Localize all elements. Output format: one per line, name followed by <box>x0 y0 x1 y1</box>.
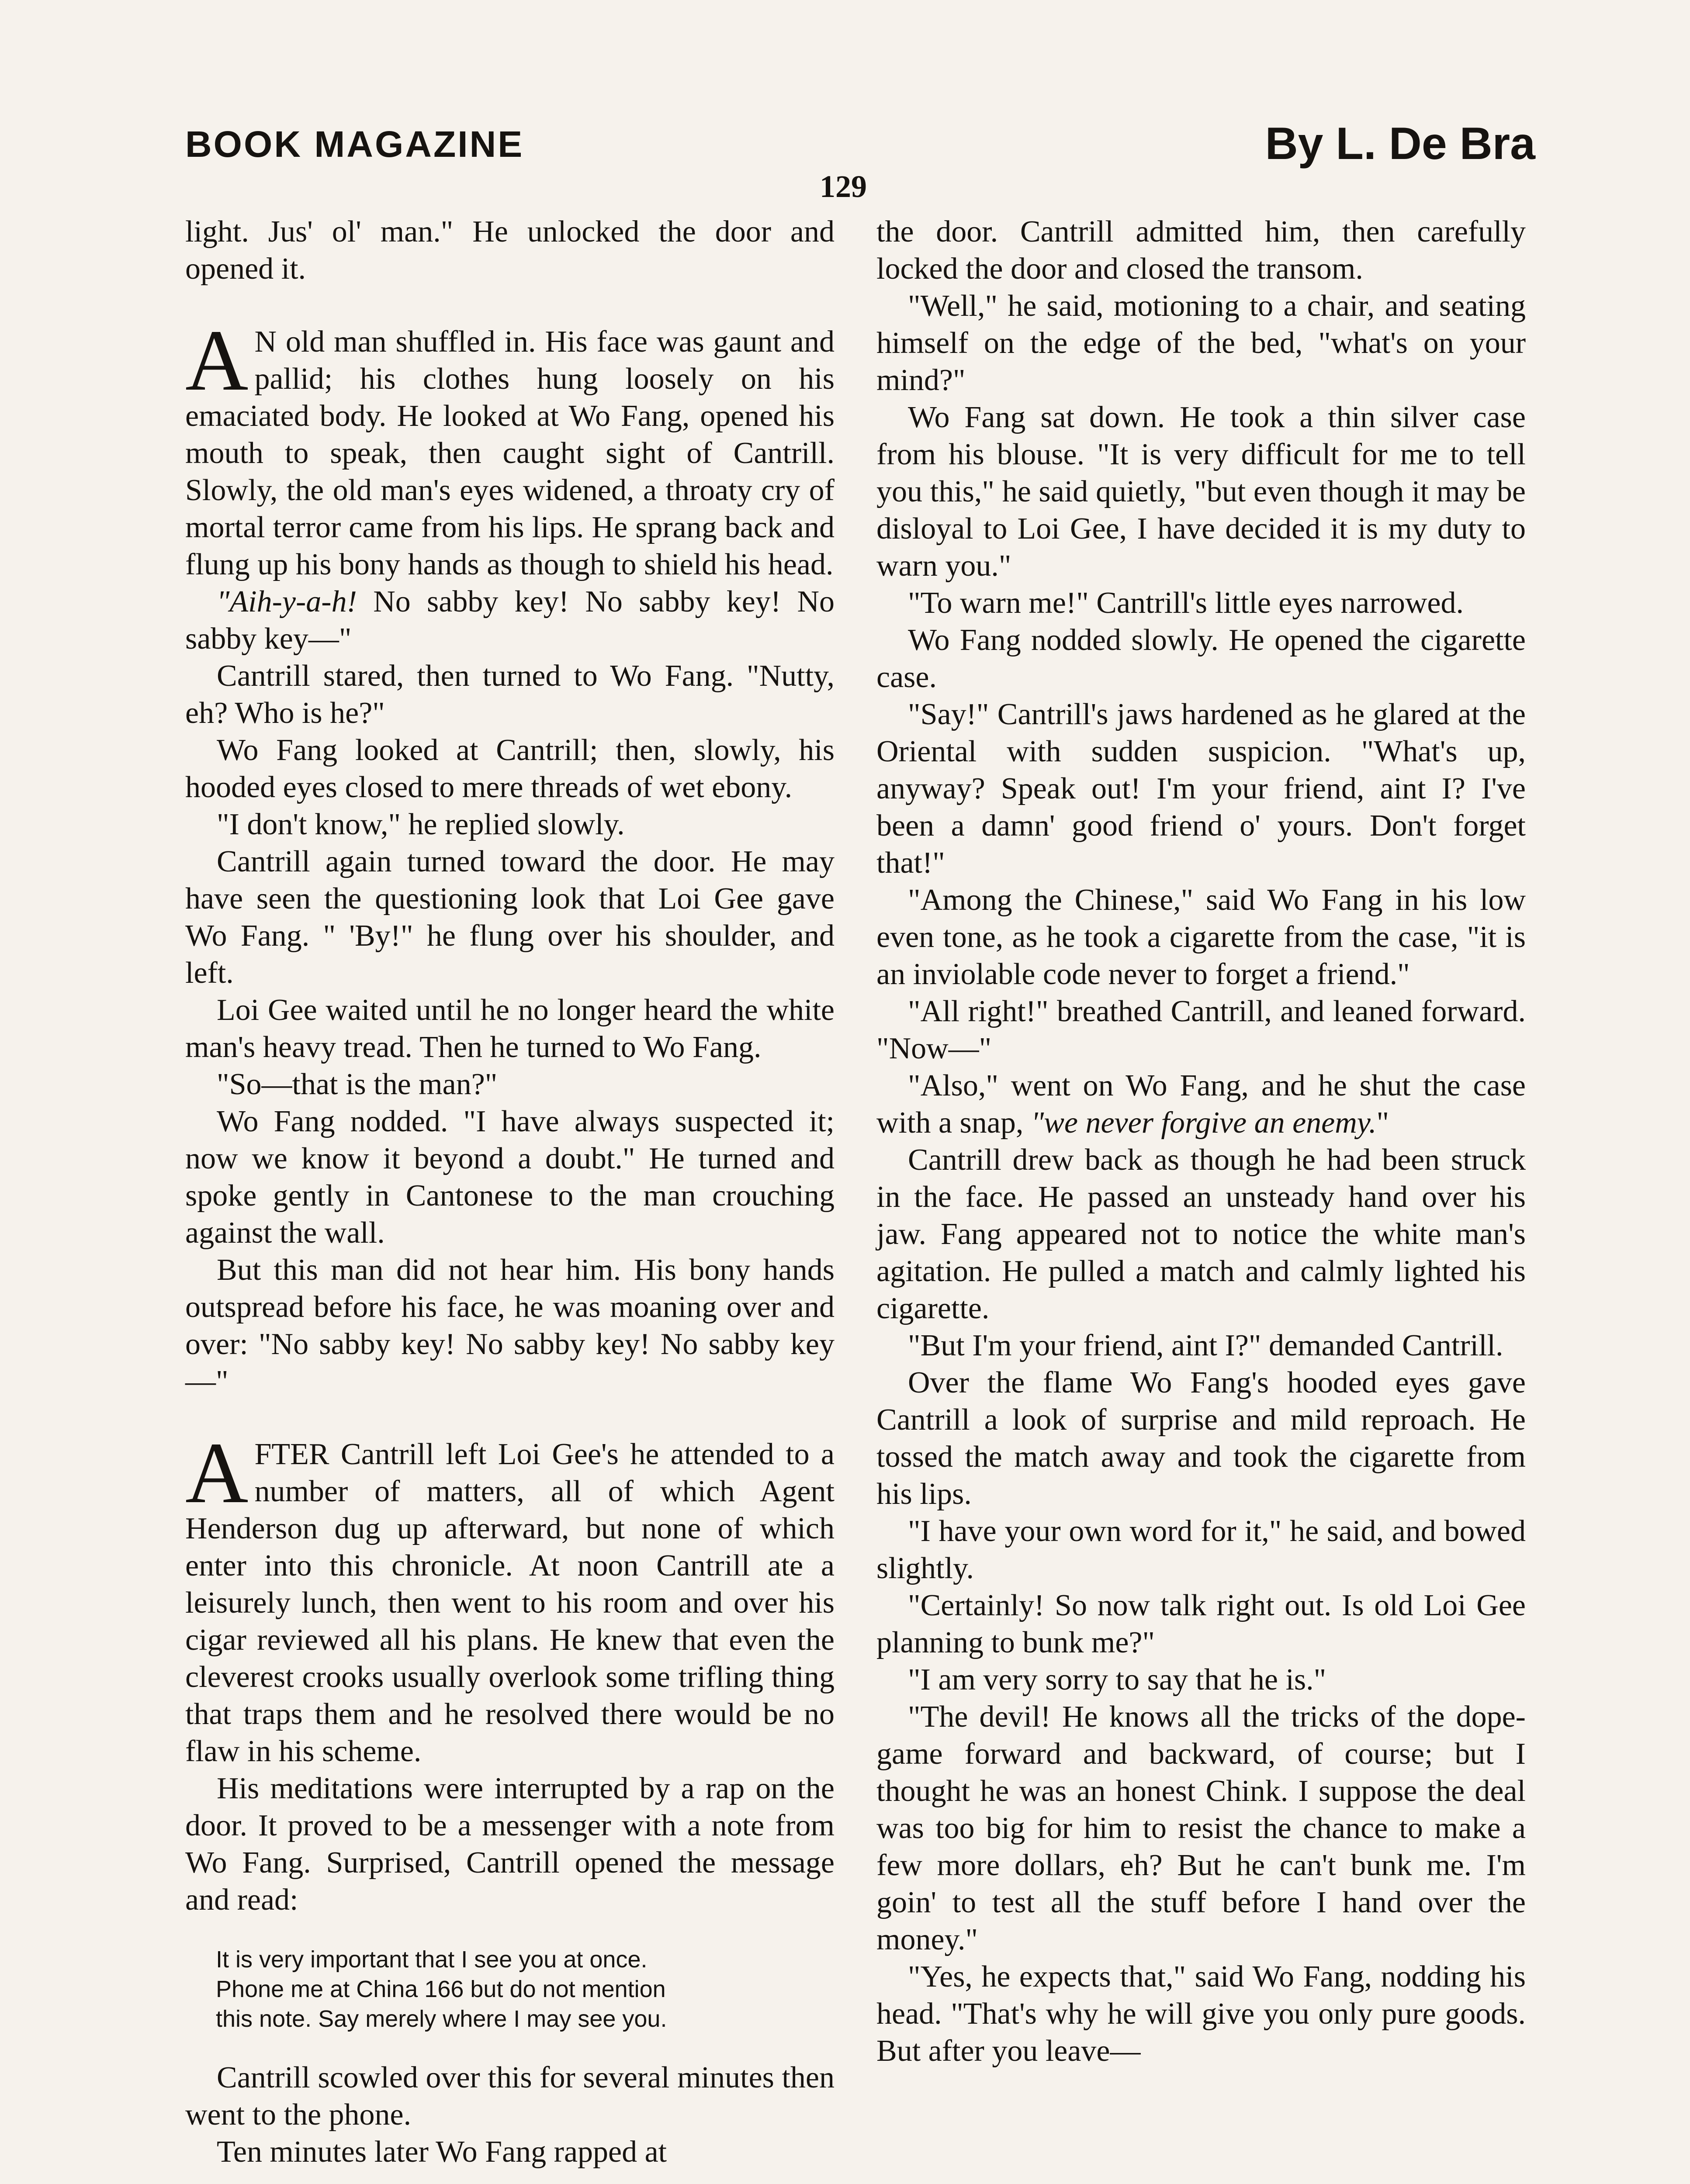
paragraph <box>185 583 835 657</box>
paragraph: Over the flame Wo Fang's hooded eyes gave Cantrill a look of surprise and mild reproach. He tossed the match away and took the cigarette from his lips. <box>876 1366 1526 1511</box>
paragraph: "All right!" breathed Cantrill, and leaned forward. "Now—" <box>876 995 1526 1065</box>
paragraph: "I have your own word for it," he said, and bowed slightly. <box>876 1514 1526 1585</box>
paragraph: light. Jus' ol' man." He unlocked the door and opened it. <box>185 215 835 286</box>
paragraph: Cantrill stared, then turned to Wo Fang. "Nutty, eh? Who is he?" <box>185 659 835 730</box>
paragraph-text: "Also," went on Wo Fang, and he shut the case with a snap, <box>876 1069 1526 1140</box>
right-column <box>876 213 1526 2184</box>
section-opening-paragraph <box>185 1425 835 1770</box>
paragraph-text: " <box>1376 1106 1389 1140</box>
paragraph: "The devil! He knows all the tricks of the dope-game forward and backward, of course; but I thought he was an honest Chink. I suppose the deal was too big for him to resist the chance to make a few more dollars, eh? But he can't bunk me. I'm goin' to test all the stuff before I hand over the money." <box>876 1700 1526 1956</box>
paragraph: Cantrill again turned toward the door. He may have seen the questioning look that Loi Gee gave Wo Fang. " 'By!" he flung over his shoulder, and left. <box>185 845 835 990</box>
paragraph: "Yes, he expects that," said Wo Fang, nodding his head. "That's why he will give you only pure goods. But after you leave— <box>876 1960 1526 2068</box>
drop-cap: A <box>185 1425 249 1521</box>
paragraph: "Among the Chinese," said Wo Fang in his low even tone, as he took a cigarette from the case, "it is an inviolable code never to forget a friend." <box>876 883 1526 991</box>
paragraph: Loi Gee waited until he no longer heard the white man's heavy tread. Then he turned to Wo Fang. <box>185 993 835 1064</box>
paragraph: Wo Fang nodded. "I have always suspected it; now we know it beyond a doubt." He turned and spoke gently in Cantonese to the man crouching against the wall. <box>185 1105 835 1250</box>
paragraph: Wo Fang nodded slowly. He opened the cigarette case. <box>876 623 1526 694</box>
paragraph: His meditations were interrupted by a rap on the door. It proved to be a messenger with a note from Wo Fang. Surprised, Cantrill opened the message and read: <box>185 1772 835 1917</box>
paragraph: Cantrill scowled over this for several minutes then went to the phone. <box>185 2061 835 2132</box>
paragraph: Cantrill drew back as though he had been struck in the face. He passed an unsteady hand over his jaw. Fang appeared not to notice the white man's agitation. He pulled a match and calmly lighted his cigarette. <box>876 1143 1526 1325</box>
italic-quote: "we never forgive an enemy. <box>1031 1106 1377 1140</box>
section-opening-paragraph <box>185 312 835 583</box>
paragraph: "To warn me!" Cantrill's little eyes narrowed. <box>908 586 1464 620</box>
left-column <box>185 213 835 2184</box>
paragraph: "I am very sorry to say that he is." <box>908 1663 1326 1697</box>
note-line: It is very important that I see you at once. <box>216 1946 648 1973</box>
drop-cap: A <box>185 312 249 409</box>
paragraph: Ten minutes later Wo Fang rapped at <box>217 2135 667 2169</box>
italic-exclamation: "Aih-y-a-h! <box>217 585 357 619</box>
paragraph-text: FTER Cantrill left Loi Gee's he attended to a number of matters, all of which Agent Henderson dug up afterward, but none of which enter into this chronicle. At noon Cantrill ate a leisurely lunch, then went to his room and over his cigar reviewed all his plans. He knew that even the cleverest crooks usually overlook some trifling thing that traps them and he resolved there would be no flaw in his scheme. <box>185 1438 835 1768</box>
paragraph: "Well," he said, motioning to a chair, and seating himself on the edge of the bed, "what's on your mind?" <box>876 289 1526 397</box>
paragraph: the door. Cantrill admitted him, then carefully locked the door and closed the transom. <box>876 215 1526 286</box>
paragraph: But this man did not hear him. His bony hands outspread before his face, he was moaning over and over: "No sabby key! No sabby key! No sabby key—" <box>185 1253 835 1398</box>
paragraph-text: No sabby key! No sabby key! No sabby key—" <box>185 585 835 656</box>
paragraph: "Say!" Cantrill's jaws hardened as he glared at the Oriental with sudden suspicion. "What's up, anyway? Speak out! I'm your friend, aint I? I've been a damn' good friend o' yours. Don't forget that!" <box>876 698 1526 880</box>
page-number: 129 <box>820 169 867 204</box>
magazine-title: BOOK MAGAZINE <box>185 124 524 165</box>
note-line: Phone me at China 166 but do not mention <box>216 1976 666 2002</box>
paragraph-text: N old man shuffled in. His face was gaunt and pallid; his clothes hung loosely on his emaciated body. He looked at Wo Fang, opened his mouth to speak, then caught sight of Cantrill. Slowly, the old man's eyes widened, a throaty cry of mortal terror came from his lips. He sprang back and flung up his bony hands as though to shield his head. <box>185 325 835 581</box>
paragraph: "I don't know," he replied slowly. <box>217 808 625 841</box>
message-note <box>216 1945 813 2034</box>
author-byline: By L. De Bra <box>1265 118 1535 169</box>
paragraph: Wo Fang sat down. He took a thin silver case from his blouse. "It is very difficult for me to tell you this," he said quietly, "but even though it may be disloyal to Loi Gee, I have decided it is my duty to warn you." <box>876 401 1526 583</box>
note-line: this note. Say merely where I may see you. <box>216 2006 667 2032</box>
paragraph: "Certainly! So now talk right out. Is old Loi Gee planning to bunk me?" <box>876 1589 1526 1659</box>
paragraph: "So—that is the man?" <box>217 1068 498 1101</box>
paragraph: Wo Fang looked at Cantrill; then, slowly, his hooded eyes closed to mere threads of wet ebony. <box>185 733 835 804</box>
paragraph <box>876 1067 1526 1141</box>
paragraph: "But I'm your friend, aint I?" demanded Cantrill. <box>908 1329 1503 1362</box>
